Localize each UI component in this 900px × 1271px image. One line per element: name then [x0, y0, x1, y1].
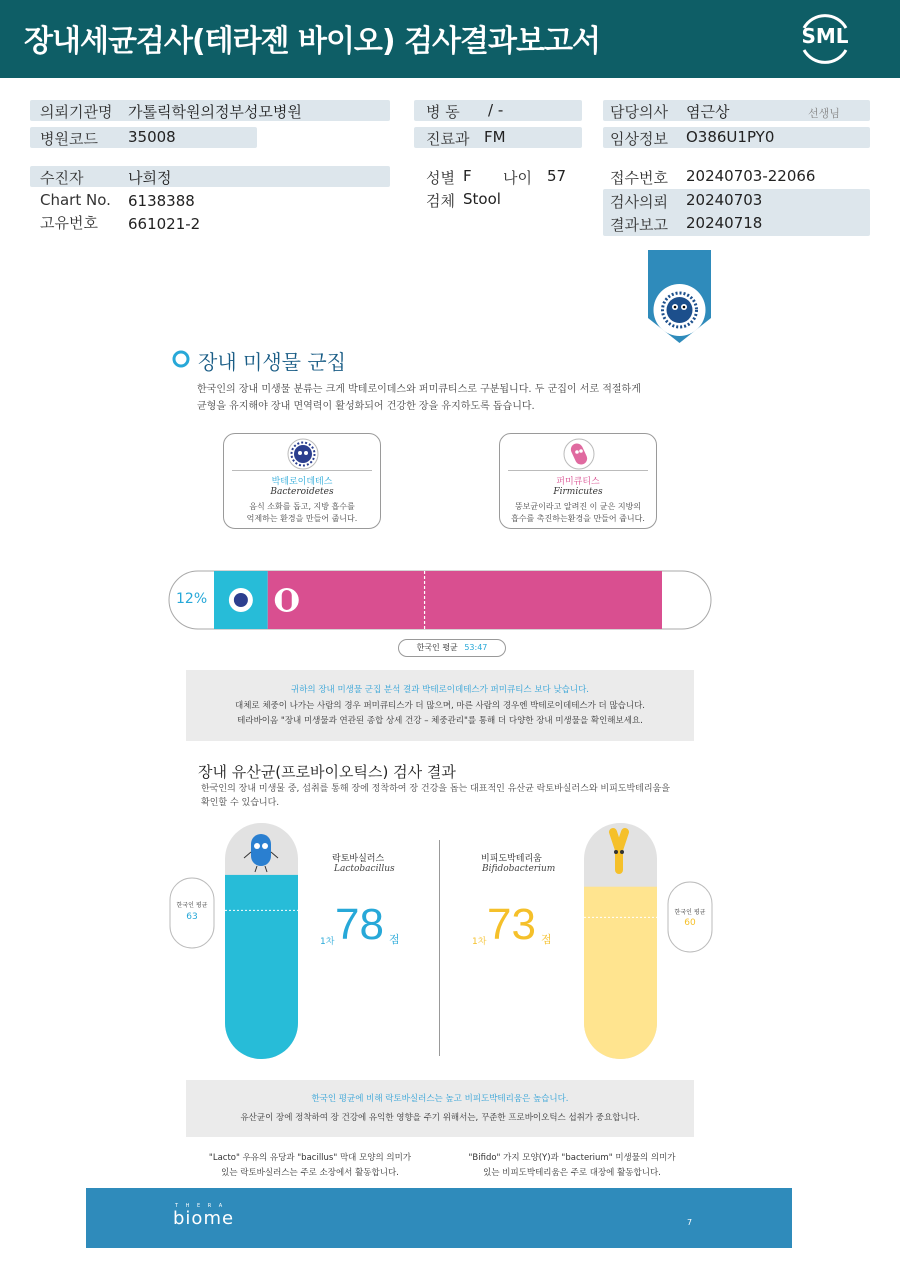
probiotics-intro-2: 확인할 수 있습니다.: [201, 798, 280, 808]
bacteroidetes-desc-1: 음식 소화를 돕고, 지방 흡수를: [249, 502, 355, 511]
bifidobacterium-note-2: 있는 비피도박테리움은 주로 대장에 활동합니다.: [483, 1168, 661, 1178]
firmicutes-desc: [500, 501, 656, 525]
lactobacillus-prefix: 1차: [320, 937, 335, 947]
bifidobacterium-score: 73: [487, 900, 536, 949]
unique-no-label: 고유번호: [40, 214, 98, 232]
community-intro-2: 균형을 유지해야 장내 면역력이 활성화되어 건강한 장을 유지하도록 돕습니다.: [197, 401, 535, 412]
doctor-suffix: 선생님: [808, 107, 840, 120]
bifidobacterium-avg-value: 60: [684, 918, 696, 928]
institution-label: 의뢰기관명: [40, 103, 113, 121]
bifidobacterium-average-bubble: [667, 881, 713, 953]
lactobacillus-unit: 점: [389, 933, 400, 946]
firmicutes-icon: [563, 438, 595, 470]
bifidobacterium-latin: Bifidobacterium: [482, 864, 556, 874]
department-label: 진료과: [426, 130, 470, 148]
ward-value: / -: [488, 101, 504, 119]
firmicutes-segment: [268, 571, 662, 629]
lactobacillus-note-2: 있는 락토바실러스는 주로 소장에서 활동합니다.: [221, 1168, 399, 1178]
ward-label: 병 동: [426, 103, 460, 121]
firmicutes-card: [499, 433, 657, 529]
korean-average-value: 53:47: [464, 643, 488, 652]
lactobacillus-note-1: "Lacto" 우유의 유당과 "bacillus" 막대 모양의 의미가: [208, 1153, 412, 1163]
card-divider: [232, 470, 372, 471]
bacteroidetes-name: 박테로이데테스: [271, 477, 333, 487]
lactobacillus-name: 락토바실러스: [332, 854, 385, 864]
page-number: 7: [687, 1218, 693, 1227]
sml-logo: [796, 12, 854, 64]
test-request-value: 20240703: [686, 191, 763, 209]
lactobacillus-level: [225, 875, 298, 1059]
brand-top-text: T H E R A: [175, 1203, 226, 1209]
community-summary-2: 테라바이옴 "장내 미생물과 연관된 종합 상세 건강 – 체중관리"를 통해 더 다양한 장내 미생물을 확인해보세요.: [237, 716, 643, 726]
receipt-no-label: 접수번호: [610, 169, 668, 187]
sml-logo-text: SML: [801, 24, 849, 48]
page-footer: [86, 1188, 792, 1248]
institution-value: 가톨릭학원의정부성모병원: [128, 103, 302, 121]
receipt-no-value: 20240703-22066: [686, 167, 816, 185]
bifidobacterium-avg-label: 한국인 평균: [674, 909, 706, 916]
firmicutes-desc-2: 흡수를 촉진하는환경을 만들어 줍니다.: [511, 514, 645, 523]
bifidobacterium-note-1: "Bifido" 가지 모양(Y)과 "bacterium" 미생물의 의미가: [468, 1153, 676, 1163]
result-report-label: 결과보고: [610, 216, 668, 234]
community-summary-1: 대체로 체중이 나가는 사람의 경우 퍼미큐티스가 더 많으며, 마른 사람의 경우엔 박테로이데테스가 더 많습니다.: [234, 701, 646, 711]
firmicutes-percent: 88%: [667, 591, 699, 607]
bifidobacterium-capsule: [583, 822, 659, 1062]
bacteroidetes-percent: 12%: [176, 591, 208, 607]
bacteroidetes-card: [223, 433, 381, 529]
lactobacillus-note: [190, 1151, 430, 1181]
age-value: 57: [547, 167, 567, 185]
bifidobacterium-note: [445, 1151, 699, 1181]
sex-label: 성별: [426, 169, 455, 187]
patient-band: [30, 166, 390, 187]
lactobacillus-capsule: [224, 822, 300, 1062]
firmicutes-desc-1: 뚱보균이라고 알려진 이 균은 지방의: [514, 502, 642, 511]
clinical-info-value: O386U1PY0: [686, 128, 775, 146]
lactobacillus-avg-label: 한국인 평균: [176, 902, 208, 909]
specimen-label: 검체: [426, 192, 455, 210]
doctor-label: 담당의사: [610, 103, 668, 121]
chart-no-label: Chart No.: [40, 191, 111, 209]
bacteroidetes-desc: [224, 501, 380, 525]
probiotics-summary-1: 유산균이 장에 정착하여 장 건강에 유익한 영향을 주기 위해서는, 꾸준한 프로바이오틱스 섭취가 중요합니다.: [240, 1113, 640, 1123]
test-request-label: 검사의뢰: [610, 193, 668, 211]
bacteroidetes-latin: Bacteroidetes: [270, 487, 334, 497]
probiotics-title: 장내 유산균(프로바이오틱스) 검사 결과: [198, 763, 456, 781]
report-header: [0, 0, 900, 78]
sex-value: F: [463, 167, 472, 185]
firmicutes-latin: Firmicutes: [553, 487, 603, 497]
lactobacillus-avg-value: 63: [186, 912, 198, 922]
korean-average-label: 한국인 평균: [416, 643, 458, 652]
korean-average-pill: [398, 639, 506, 657]
probiotics-summary-highlight: 한국인 평균에 비해 락토바실러스는 높고 비피도박테리움은 높습니다.: [311, 1094, 569, 1104]
community-summary-highlight: 귀하의 장내 미생물 군집 분석 결과 박테로이데테스가 퍼미큐티스 보다 낮습니다.: [291, 685, 589, 695]
firmicutes-name: 퍼미큐티스: [556, 477, 600, 487]
report-title: 장내세균검사(테라젠 바이오) 검사결과보고서: [24, 24, 600, 59]
community-title: 장내 미생물 군집: [198, 350, 346, 374]
bacteroidetes-desc-2: 억제하는 환경을 만들어 줍니다.: [246, 514, 358, 523]
therabiome-logo: biome: [173, 1208, 235, 1229]
hospital-code-label: 병원코드: [40, 130, 98, 148]
ratio-bar: [168, 570, 713, 632]
specimen-value: Stool: [463, 190, 501, 208]
microbe-ribbon-badge: [648, 250, 711, 343]
bifidobacterium-prefix: 1차: [472, 937, 487, 947]
lactobacillus-latin: Lactobacillus: [334, 864, 395, 874]
patient-label: 수진자: [40, 169, 84, 187]
community-intro-1: 한국인의 장내 미생물 분류는 크게 박테로이데스와 퍼미큐티스로 구분됩니다. 두 군집이 서로 적절하게: [197, 384, 641, 395]
patient-value: 나희정: [128, 169, 172, 187]
clinical-info-label: 임상정보: [610, 130, 668, 148]
hospital-code-value: 35008: [128, 128, 176, 146]
bacteroidetes-icon: [287, 438, 319, 470]
community-summary-box: [186, 670, 694, 741]
probiotics-divider: [439, 840, 440, 1056]
lactobacillus-score: 78: [335, 900, 384, 949]
doctor-value: 염근상: [686, 103, 730, 121]
age-label: 나이: [503, 169, 532, 187]
bifidobacterium-level: [584, 887, 657, 1059]
probiotics-intro-1: 한국인의 장내 미생물 중, 섭취를 통해 장에 정착하여 장 건강을 돕는 대표적인 유산균 락토바실러스와 비피도박테리움을: [201, 784, 670, 794]
card-divider: [508, 470, 648, 471]
department-value: FM: [484, 128, 506, 146]
ring-icon: [172, 350, 190, 368]
probiotics-summary-box: [186, 1080, 694, 1137]
chart-no-value: 6138388: [128, 192, 195, 210]
result-report-value: 20240718: [686, 214, 763, 232]
unique-no-value: 661021-2: [128, 215, 201, 233]
bifidobacterium-unit: 점: [541, 933, 552, 946]
bifidobacterium-name: 비피도박테리움: [481, 854, 542, 864]
